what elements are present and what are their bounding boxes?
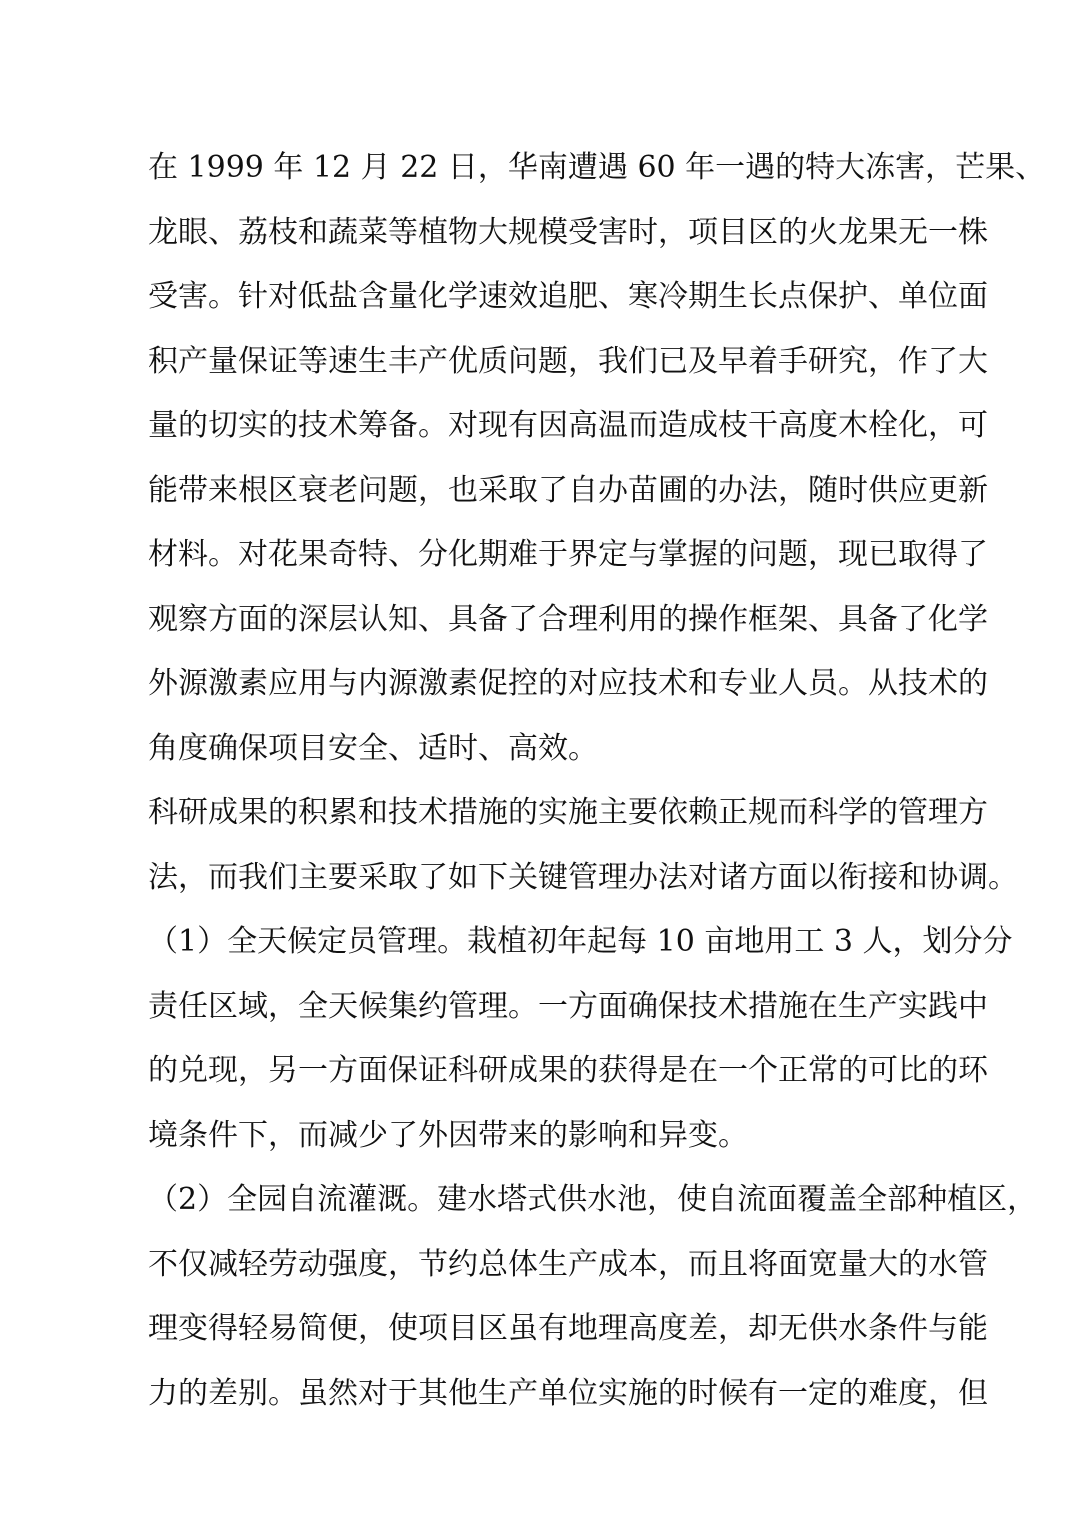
text-line: 不仅减轻劳动强度，节约总体生产成本，而且将面宽量大的水管 bbox=[148, 1246, 988, 1282]
text-line: 理变得轻易简便，使项目区虽有地理高度差，却无供水条件与能 bbox=[148, 1311, 988, 1346]
text-line: 受害。针对低盐含量化学速效追肥、寒冷期生长点保护、单位面 bbox=[148, 279, 988, 314]
body-text bbox=[148, 136, 1046, 1426]
paragraph-frost-resistance bbox=[148, 136, 1046, 781]
text-line: 境条件下，而减少了外因带来的影响和异变。 bbox=[148, 1117, 748, 1153]
text-line: （2）全园自流灌溉。建水塔式供水池，使自流面覆盖全部种植区， bbox=[148, 1182, 1038, 1217]
paragraph-management-intro bbox=[148, 781, 1018, 910]
text-line: 法，而我们主要采取了如下关键管理办法对诸方面以衔接和协调。 bbox=[148, 859, 1018, 895]
paragraph-irrigation bbox=[148, 1168, 1038, 1426]
text-line: 外源激素应用与内源激素促控的对应技术和专业人员。从技术的 bbox=[148, 666, 988, 701]
text-line: 角度确保项目安全、适时、高效。 bbox=[148, 730, 598, 766]
text-line: 量的切实的技术筹备。对现有因高温而造成枝干高度木栓化，可 bbox=[148, 408, 988, 443]
text-line: 在 1999 年 12 月 22 日，华南遭遇 60 年一遇的特大冻害，芒果、 bbox=[148, 150, 1046, 185]
text-line: 科研成果的积累和技术措施的实施主要依赖正规而科学的管理方 bbox=[148, 795, 988, 830]
text-line: （1）全天候定员管理。栽植初年起每 10 亩地用工 3 人，划分分 bbox=[148, 924, 1013, 959]
text-line: 责任区域，全天候集约管理。一方面确保技术措施在生产实践中 bbox=[148, 988, 988, 1024]
text-line: 积产量保证等速生丰产优质问题，我们已及早着手研究，作了大 bbox=[148, 343, 988, 379]
text-line: 材料。对花果奇特、分化期难于界定与掌握的问题，现已取得了 bbox=[148, 537, 988, 572]
text-line: 的兑现，另一方面保证科研成果的获得是在一个正常的可比的环 bbox=[148, 1053, 988, 1088]
text-line: 观察方面的深层认知、具备了合理利用的操作框架、具备了化学 bbox=[148, 601, 988, 637]
text-line: 龙眼、荔枝和蔬菜等植物大规模受害时，项目区的火龙果无一株 bbox=[148, 214, 988, 250]
paragraph-staffing bbox=[148, 910, 1013, 1168]
text-line: 能带来根区衰老问题，也采取了自办苗圃的办法，随时供应更新 bbox=[148, 472, 988, 508]
text-line: 力的差别。虽然对于其他生产单位实施的时候有一定的难度，但 bbox=[148, 1375, 988, 1411]
